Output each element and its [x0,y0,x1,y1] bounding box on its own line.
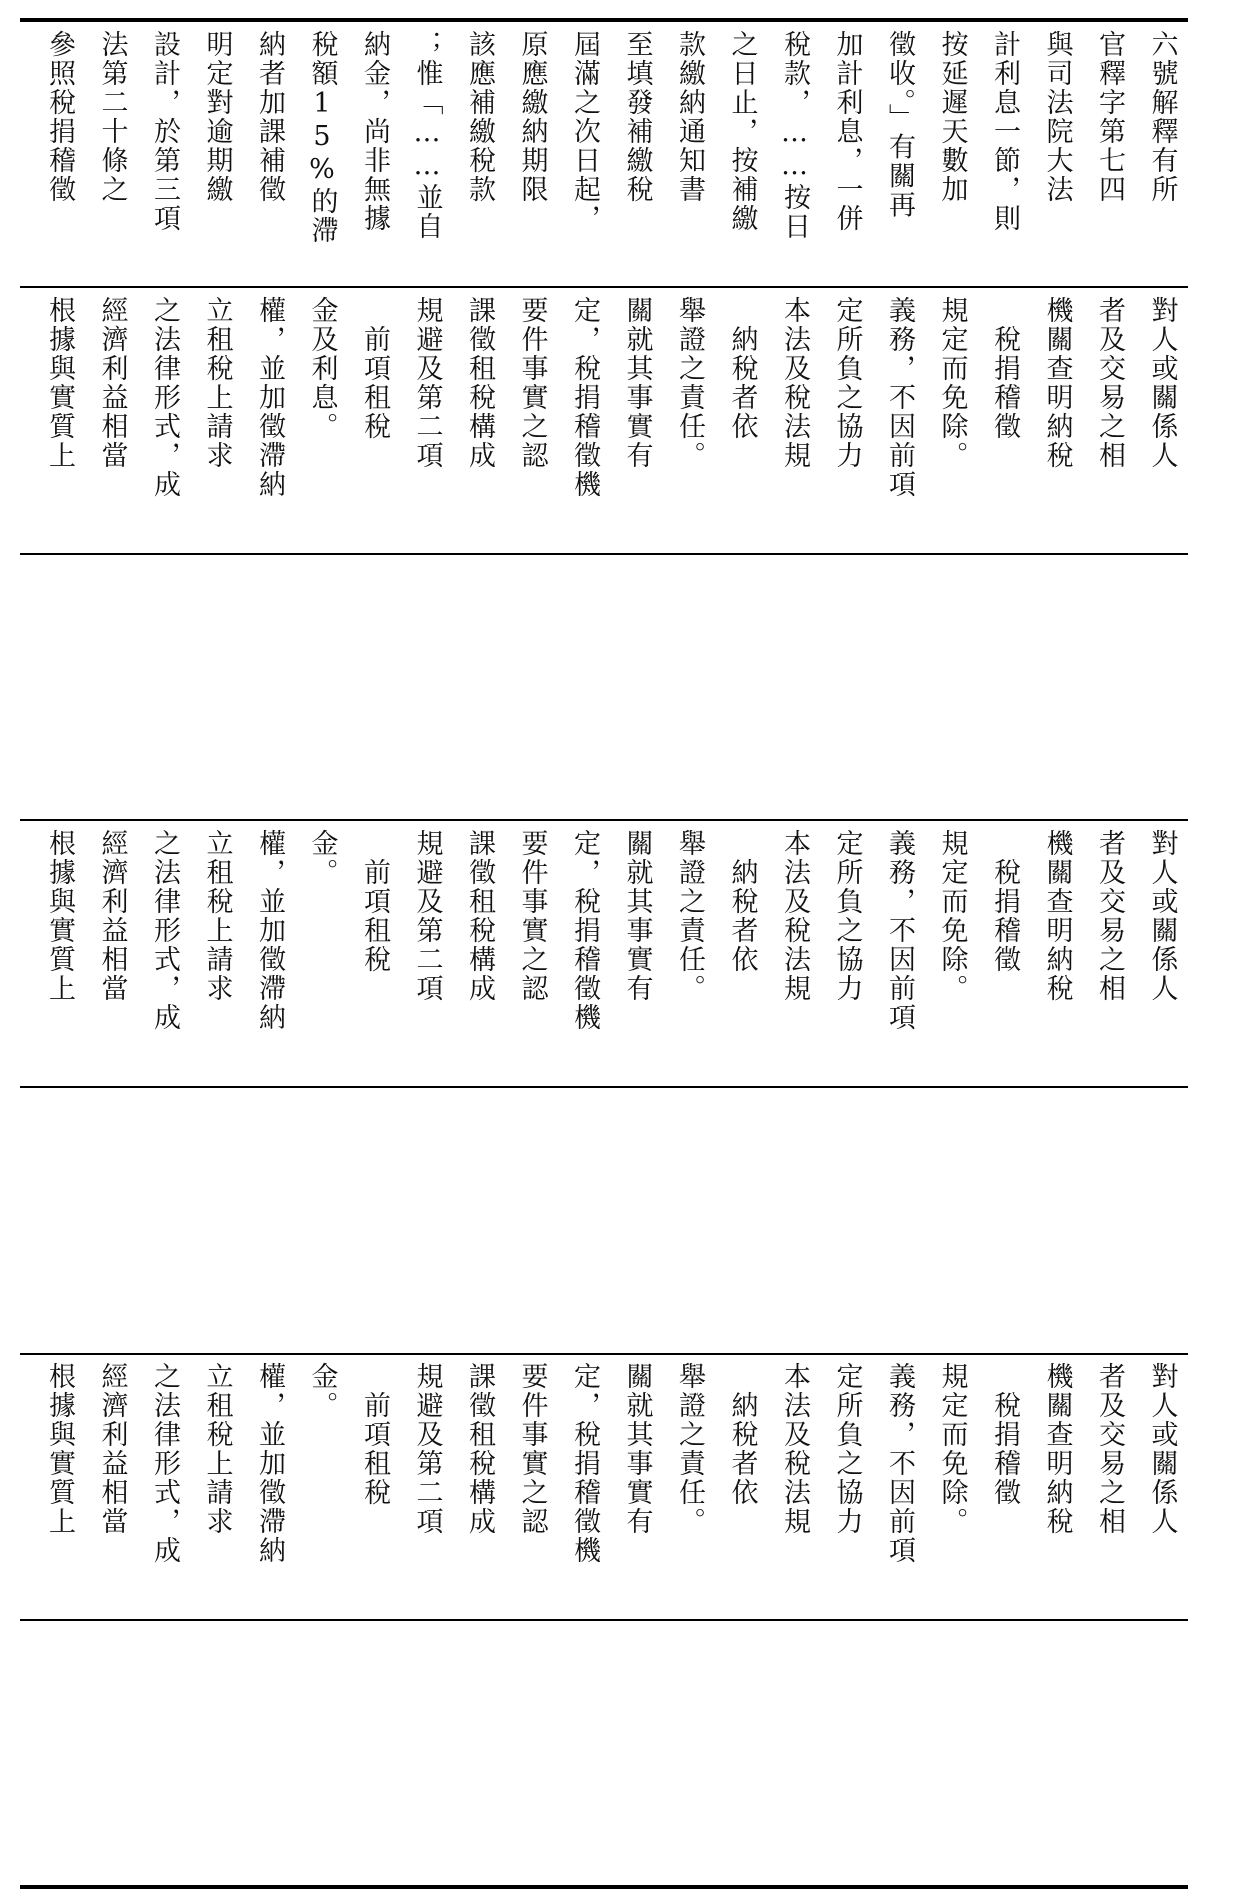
text-block [20,296,1188,544]
text-column: 之法律形式，成 [149,296,180,499]
text-column: 義務，不因前項 [884,1362,915,1565]
text-column: 權，並加徵滯納 [254,296,285,499]
text-column: 者及交易之相 [1094,829,1125,1003]
text-column: 課徵租稅構成 [464,296,495,470]
text-column: ；惟「……並自 [411,30,443,241]
text-column: 根據與實質上 [44,829,75,1003]
text-column: 立租稅上請求 [201,296,233,470]
row-divider-1 [20,286,1188,288]
text-column: 計利息一節，則 [989,30,1020,233]
text-column: 屆滿之次日起， [569,30,600,233]
text-column: 款繳納通知書 [674,30,705,204]
text-column: 關就其事實有 [621,1362,653,1536]
text-column: 金。 [306,1362,338,1420]
text-column: 義務，不因前項 [884,296,915,499]
text-column: 前項租稅 [359,829,390,974]
text-column: 對人或關係人 [1146,1362,1178,1536]
row-divider-5 [20,1353,1188,1355]
text-column: 課徵租稅構成 [464,829,495,1003]
text-column: 納者加課補徵 [254,30,285,204]
text-column: 經濟利益相當 [96,296,128,470]
text-column: 根據與實質上 [44,1362,75,1536]
text-column: 定，稅捐稽徵機 [569,1362,600,1565]
text-column: 本法及稅法規 [779,829,810,1003]
text-column: 金及利息。 [306,296,338,441]
text-column: 至填發補繳稅 [621,30,653,204]
text-column: 加計利息，一併 [831,30,863,233]
row-divider-2 [20,553,1188,555]
text-column: 按延遲天數加 [936,30,968,204]
text-column: 課徵租稅構成 [464,1362,495,1536]
text-column: 要件事實之認 [516,829,548,1003]
text-column: 前項租稅 [359,296,390,441]
text-column: 舉證之責任。 [674,1362,705,1536]
text-column: 經濟利益相當 [96,829,128,1003]
text-column: 規避及第二項 [411,296,443,470]
text-column: 根據與實質上 [44,296,75,470]
text-column: 納稅者依 [726,829,758,974]
text-column: 立租稅上請求 [201,1362,233,1536]
text-column: 之日止，按補繳 [726,30,758,233]
text-column: 者及交易之相 [1094,1362,1125,1536]
text-column: 前項租稅 [359,1362,390,1507]
text-column: 該應補繳稅款 [464,30,495,204]
text-column: 定所負之協力 [831,829,863,1003]
text-column: 稅額15%的滯 [306,30,338,245]
top-rule [20,18,1188,22]
text-column: 義務，不因前項 [884,829,915,1032]
row-divider-6 [20,1619,1188,1621]
text-column: 原應繳納期限 [516,30,548,204]
text-column: 徵收。」有關再 [884,30,915,220]
text-column: 官釋字第七四 [1094,30,1125,204]
text-column: 定所負之協力 [831,296,863,470]
text-column: 舉證之責任。 [674,829,705,1003]
text-column: 舉證之責任。 [674,296,705,470]
text-column: 明定對逾期繳 [201,30,233,204]
text-column: 機關查明納稅 [1041,1362,1073,1536]
text-column: 要件事實之認 [516,1362,548,1536]
text-column: 本法及稅法規 [779,296,810,470]
text-column: 稅捐稽徵 [989,1362,1020,1507]
text-column: 納金，尚非無據 [359,30,390,233]
text-column: 者及交易之相 [1094,296,1125,470]
text-column: 機關查明納稅 [1041,296,1073,470]
row-divider-4 [20,1086,1188,1088]
text-block [20,829,1188,1077]
text-column: 立租稅上請求 [201,829,233,1003]
text-column: 經濟利益相當 [96,1362,128,1536]
text-column: 定所負之協力 [831,1362,863,1536]
text-column: 規避及第二項 [411,829,443,1003]
text-column: 權，並加徵滯納 [254,829,285,1032]
text-column: 之法律形式，成 [149,1362,180,1565]
text-column: 機關查明納稅 [1041,829,1073,1003]
text-column: 規定而免除。 [936,1362,968,1536]
text-column: 稅款，……按日 [779,30,810,241]
text-column: 要件事實之認 [516,296,548,470]
text-column: 參照稅捐稽徵 [44,30,75,204]
text-column: 規定而免除。 [936,296,968,470]
text-column: 關就其事實有 [621,296,653,470]
text-column: 本法及稅法規 [779,1362,810,1536]
text-column: 納稅者依 [726,296,758,441]
text-column: 與司法院大法 [1041,30,1073,204]
text-block [20,30,1188,278]
text-column: 規避及第二項 [411,1362,443,1536]
text-column: 法第二十條之 [96,30,128,204]
bottom-rule [20,1885,1188,1889]
text-column: 納稅者依 [726,1362,758,1507]
text-column: 金。 [306,829,338,887]
row-divider-3 [20,819,1188,821]
text-column: 對人或關係人 [1146,829,1178,1003]
text-column: 稅捐稽徵 [989,829,1020,974]
text-column: 設計，於第三項 [149,30,180,233]
text-column: 關就其事實有 [621,829,653,1003]
text-column: 六號解釋有所 [1146,30,1178,204]
text-column: 之法律形式，成 [149,829,180,1032]
text-block [20,1362,1188,1610]
text-column: 定，稅捐稽徵機 [569,296,600,499]
text-column: 權，並加徵滯納 [254,1362,285,1565]
text-column: 規定而免除。 [936,829,968,1003]
text-column: 稅捐稽徵 [989,296,1020,441]
text-column: 對人或關係人 [1146,296,1178,470]
text-column: 定，稅捐稽徵機 [569,829,600,1032]
